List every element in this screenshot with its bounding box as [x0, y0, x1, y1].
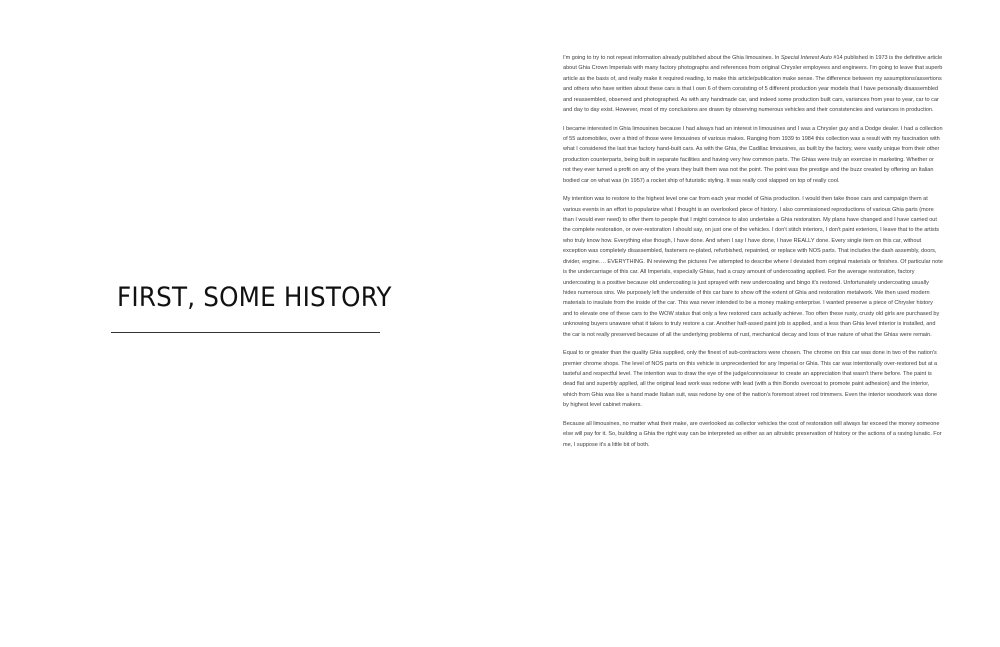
paragraph-intro-part-1: I'm going to try to not repeat information already published about the Ghia limousines. In [563, 55, 781, 61]
paragraph-intro-part-2: #14 published in 1973 is the definitive article about Ghia Crown Imperials with many factory photographs and references from original Chrysler employees and engineers. I'm going to leave that superb article as the basis of, and really make it required reading, to make this article/publication make sense. The difference between my assumptions/assertions and others who have written about these cars is that I own 6 of them consisting of 5 different production year models that I have personally disassembled and reassembled, observed and photographed. As with any handmade car, and indeed some production built cars, variances from year to year, car to car and day to day exist. However, most of my conclusions are drawn by observing numerous vehicles and their consistencies and variances in production. [563, 55, 943, 114]
section-heading: FIRST, SOME HISTORY [117, 282, 392, 313]
right-page-body-text [563, 53, 943, 458]
publication-title-italic: Special Interest Auto [780, 55, 832, 61]
paragraph-cost: Because all limousines, no matter what their make, are overlooked as collector vehicles the cost of restoration will always far exceed the money someone else will pay for it. So, building a Ghia the right way can be interpreted as either as an altruistic preservation of history or the actions of a raving lunatic. For me, I suppose it's a little bit of both. [563, 420, 942, 448]
paragraph-intro [563, 53, 943, 115]
heading-underline-rule [111, 332, 380, 333]
paragraph-intention: My intention was to restore to the highest level one car from each year model of Ghia production. I would then take those cars and campaign them at various events in an effort to popularize what I thought is an overlooked piece of history. I also commissioned reproductions of various Ghia parts (more than I would ever need) to offer them to people that I might convince to also undertake a Ghia restoration. My plans have changed and I have carried out the complete restoration, or over-restoration I should say, on just one of the vehicles. I don't stitch interiors, I don't paint exteriors, I leave that to the artists who truly know how. Everything else though, I have done. And when I say I have done, I have REALLY done. Every single item on this car, without exception was completely disassembled, fasteners re-plated, refurbished, repainted, or replace with NOS parts. That includes the dash assembly, doors, divider, engine…. EVERYTHING. IN reviewing the pictures I've attempted to describe where I deviated from original materials or finishes. Of particular note is the undercarriage of this car. All Imperials, especially Ghias, had a crazy amount of undercoating applied. For the average restoration, factory undercoating is a positive because old undercoating is just sprayed with new undercoating and bingo it's restored. Unfortunately undercoating usually hides numerous sins. We purposely left the underside of this car bare to show off the extent of Ghia and restoration metalwork. We then used modern materials to insulate from the inside of the car. This was never intended to be a money making enterprise. I wanted preserve a piece of Chrysler history and to elevate one of these cars to the WOW status that only a few restored cars actually achieve. Too often these rusty, crusty old girls are purchased by unknowing buyers unaware what it takes to truly restore a car. Another half-assed paint job is applied, and a less than Ghia level interior is installed, and the car is not really preserved because of all the underlying problems of rust, mechanical decay and loss of true nature of what the Ghias were remain. [563, 196, 943, 338]
paragraph-quality: Equal to or greater than the quality Ghia supplied, only the finest of sub-contractors were chosen. The chrome on this car was done in two of the nation's premier chrome shops. The level of NOS parts on this vehicle is unprecedented for any Imperial or Ghia. This car was intentionally over-restored but at a tasteful and respectful level. The intention was to draw the eye of the judge/connoisseur to create an appreciation that wasn't there before. The paint is dead flat and superbly applied, all the original lead work was redone with lead (with a thin Bondo overcoat to promote paint adhesion) and the interior, which from Ghia was like a hand made Italian suit, was redone by one of the nation's foremost street rod trimmers. Even the interior woodwork was done by highest level cabinet makers. [563, 350, 938, 409]
paragraph-interest: I became interested in Ghia limousines because I had always had an interest in limousines and I was a Chrysler guy and a Dodge dealer. I had a collection of 55 automobiles, over a third of those were limousines of various makes. Ranging from 1939 to 1984 this collection was a result with my fascination with what I considered the last true factory hand-built cars. As with the Ghia, the Cadillac limousines, as built by the factory, were vastly unique from their other production counterparts, being built in separate facilities and having very few common parts. The Ghias were truly an exercise in marketing. Whether or not they ever turned a profit on any of the years they built them was not the point. The point was the prestige and the buzz created by offering an Italian bodied car on what was (in 1957) a rocket ship of futuristic styling. It was really cool slapped on top of really cool. [563, 125, 943, 184]
